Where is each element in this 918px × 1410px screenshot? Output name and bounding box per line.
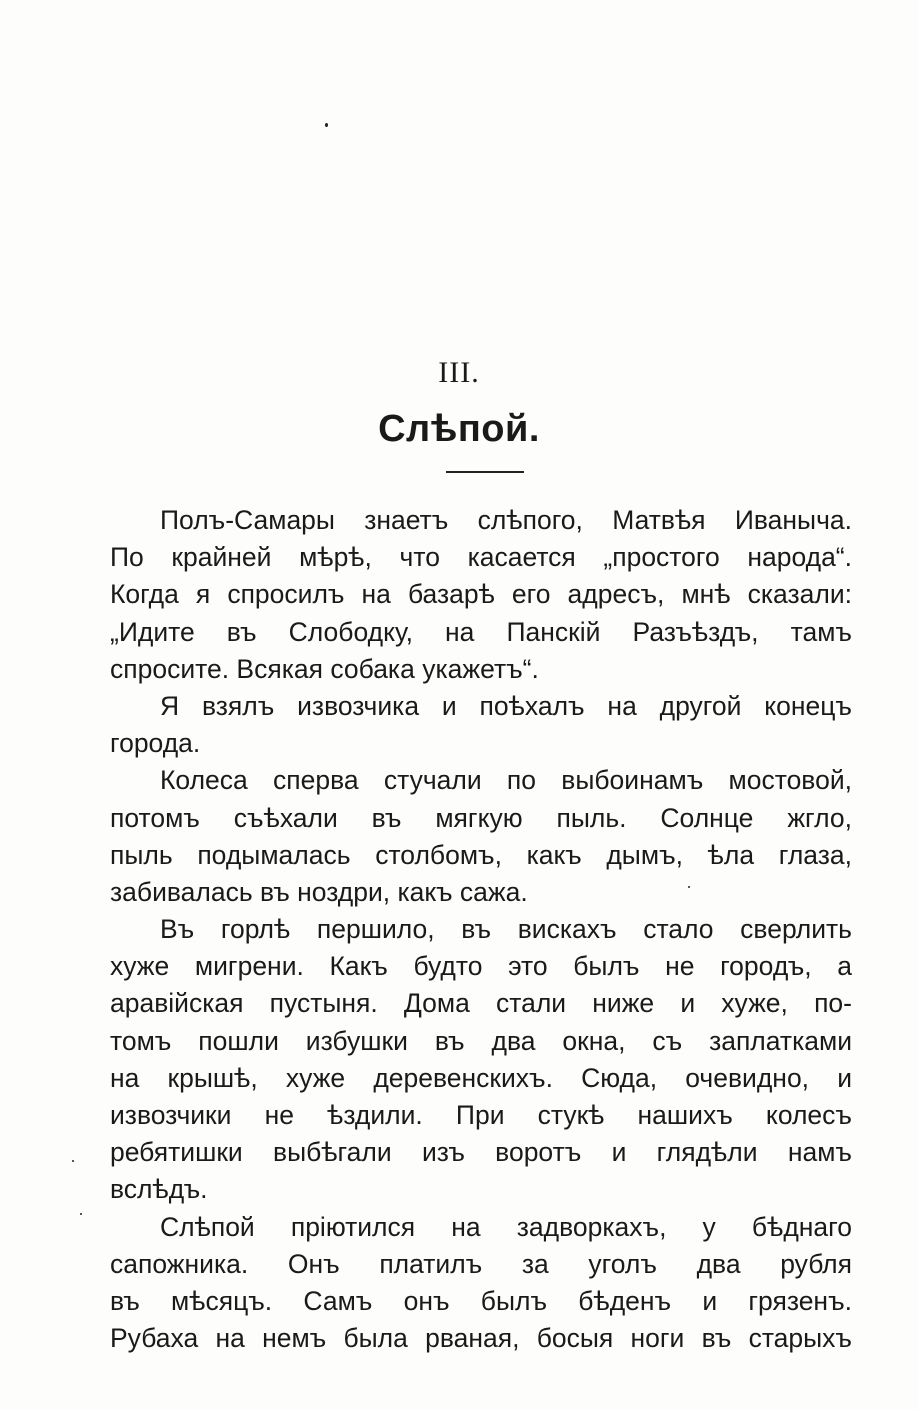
text-line: хуже мигрени. Какъ будто это былъ не городъ, а — [110, 951, 852, 982]
paragraph-3 — [110, 762, 852, 911]
text-line: По крайней мѣрѣ, что касается „простого народа“. — [110, 542, 852, 573]
ink-speck — [80, 1213, 82, 1215]
text-line: Когда я спросилъ на базарѣ его адресъ, мнѣ сказали: — [110, 579, 852, 610]
text-line: на крышѣ, хуже деревенскихъ. Сюда, очевидно, и — [110, 1062, 852, 1093]
paragraph-4 — [110, 911, 852, 1209]
text-line: спросите. Всякая собака укажетъ“. — [110, 653, 539, 684]
text-line: Слѣпой пріютился на задворкахъ, у бѣднаго — [160, 1211, 852, 1242]
text-line: сапожника. Онъ платилъ за уголъ два рубля — [110, 1248, 852, 1279]
text-line: въ мѣсяцъ. Самъ онъ былъ бѣденъ и грязенъ. — [110, 1285, 852, 1316]
text-line: Въ горлѣ першило, въ вискахъ стало сверлить — [160, 914, 852, 945]
ink-speck — [325, 123, 328, 127]
text-line: города. — [110, 728, 201, 759]
text-line: Я взялъ извозчика и поѣхалъ на другой конецъ — [160, 690, 852, 721]
paragraph-5 — [110, 1209, 852, 1358]
text-line: Колеса сперва стучали по выбоинамъ мостовой, — [160, 765, 852, 796]
text-line: вслѣдъ. — [110, 1174, 208, 1205]
text-line: извозчики не ѣздили. При стукѣ нашихъ колесъ — [110, 1100, 852, 1130]
text-line: Полъ-Самары знаетъ слѣпого, Матвѣя Иваныча. — [160, 505, 852, 535]
text-line: потомъ съѣхали въ мягкую пыль. Солнце жгло, — [110, 802, 852, 833]
text-line: ребятишки выбѣгали изъ воротъ и глядѣли намъ — [110, 1137, 852, 1168]
text-line: забивалась въ ноздри, какъ сажа. — [110, 876, 528, 907]
paragraph-2 — [110, 688, 852, 762]
text-line: пыль подымалась столбомъ, какъ дымъ, ѣла глаза, — [110, 839, 852, 870]
body-text — [110, 502, 852, 1357]
title-divider — [446, 471, 524, 473]
ink-speck — [72, 1160, 74, 1162]
text-line: „Идите въ Слободку, на Панскій Разъѣздъ, тамъ — [110, 616, 852, 647]
text-line: Рубаха на немъ была рваная, босыя ноги въ старыхъ — [110, 1323, 852, 1354]
text-line: томъ пошли избушки въ два окна, съ заплатками — [110, 1025, 852, 1056]
chapter-title: Слѣпой. — [378, 408, 540, 450]
text-line: аравійская пустыня. Дома стали ниже и хуже, по- — [110, 988, 852, 1019]
paragraph-1 — [110, 502, 852, 688]
chapter-number: III. — [438, 356, 480, 389]
